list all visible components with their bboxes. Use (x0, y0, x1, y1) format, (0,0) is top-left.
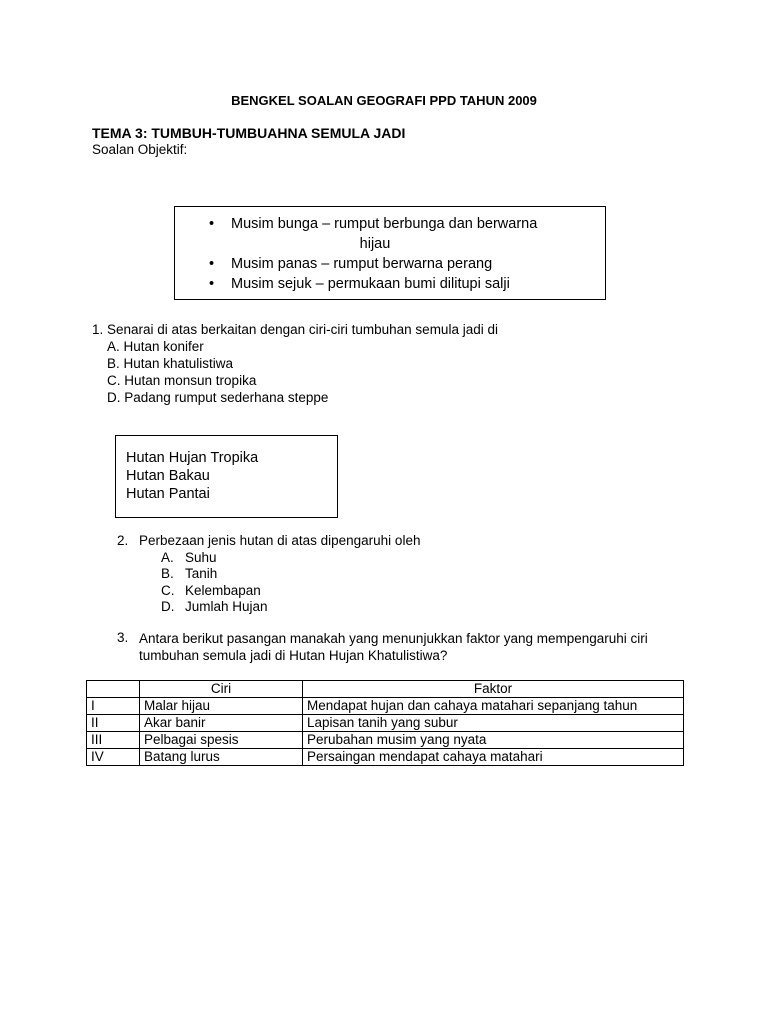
table-cell: Pelbagai spesis (140, 732, 303, 749)
answer-option: B. Hutan khatulistiwa (107, 356, 234, 371)
answer-option: D. Padang rumput sederhana steppe (107, 390, 329, 405)
table-cell: Lapisan tanih yang subur (303, 715, 684, 732)
answer-option: B. Tanih (161, 566, 218, 581)
table-row (87, 715, 684, 732)
answer-option: C. Hutan monsun tropika (107, 373, 257, 388)
forest-types-box (115, 435, 338, 518)
forest-type: Hutan Bakau (126, 468, 210, 484)
table-cell: III (87, 732, 140, 749)
table-cell: I (87, 698, 140, 715)
section-subtitle: Soalan Objektif: (92, 142, 188, 157)
table-header-cell (87, 681, 140, 698)
answer-option: A. Hutan konifer (107, 339, 204, 354)
table-cell: II (87, 715, 140, 732)
season-list (209, 214, 549, 294)
bullet-icon: • (209, 256, 215, 272)
table-cell: Perubahan musim yang nyata (303, 732, 684, 749)
question-3 (139, 630, 648, 664)
question-text: 1. Senarai di atas berkaitan dengan ciri-ciri tumbuhan semula jadi di (92, 322, 498, 337)
table-cell: IV (87, 749, 140, 766)
table-row (87, 749, 684, 766)
question-text: Perbezaan jenis hutan di atas dipengaruhi oleh (139, 533, 421, 548)
answer-option: D. Jumlah Hujan (161, 599, 268, 614)
bullet-icon: • (209, 216, 215, 232)
table-cell: Akar banir (140, 715, 303, 732)
question-2 (139, 533, 420, 616)
season-list-box (174, 206, 606, 300)
list-item: • Musim panas – rumput berwarna perang (209, 256, 493, 272)
question-text: tumbuhan semula jadi di Hutan Hujan Khatulistiwa? (139, 648, 448, 663)
table-cell: Mendapat hujan dan cahaya matahari sepanjang tahun (303, 698, 684, 715)
table-row (87, 732, 684, 749)
table-header-cell: Ciri (140, 681, 303, 698)
forest-type: Hutan Hujan Tropika (126, 450, 259, 466)
table-cell: Persaingan mendapat cahaya matahari (303, 749, 684, 766)
list-item: • Musim bunga – rumput berbunga dan berwarna hijau (209, 216, 538, 252)
document-title: BENGKEL SOALAN GEOGRAFI PPD TAHUN 2009 (231, 93, 537, 108)
question-number: 3. (117, 630, 129, 645)
bullet-icon: • (209, 276, 215, 292)
table-row (87, 698, 684, 715)
question-number: 2. (117, 533, 129, 548)
table-cell: Batang lurus (140, 749, 303, 766)
answer-option: C. Kelembapan (161, 582, 261, 598)
question-1 (92, 321, 498, 406)
forest-type: Hutan Pantai (126, 486, 210, 502)
answer-table (86, 680, 684, 766)
list-item: • Musim sejuk – permukaan bumi dilitupi salji (209, 276, 510, 292)
theme-heading: TEMA 3: TUMBUH-TUMBUAHNA SEMULA JADI (92, 125, 406, 141)
answer-option: A. Suhu (161, 549, 217, 565)
question-text: Antara berikut pasangan manakah yang menunjukkan faktor yang mempengaruhi ciri (139, 631, 648, 646)
table-header-cell: Faktor (303, 681, 684, 698)
table-header-row (87, 681, 684, 698)
table-cell: Malar hijau (140, 698, 303, 715)
